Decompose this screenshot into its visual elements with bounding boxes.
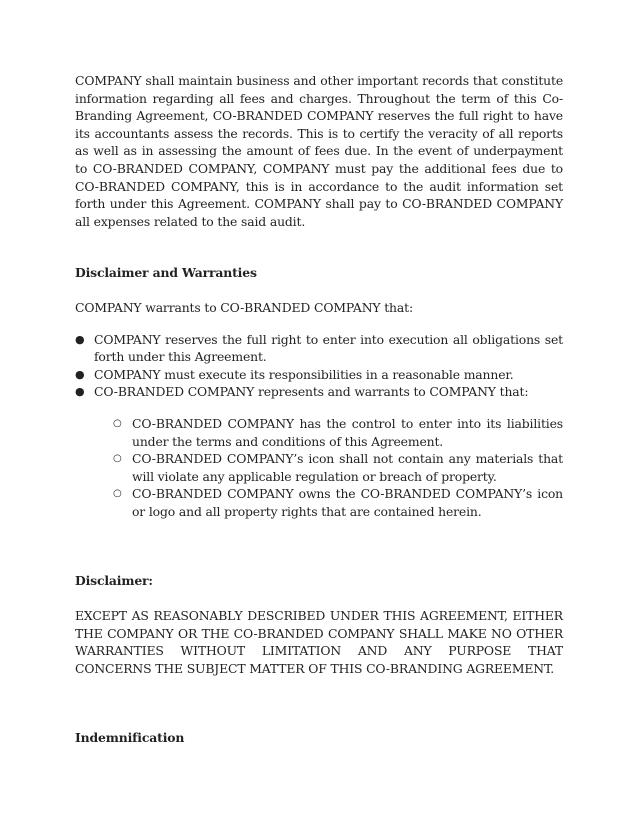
- sub-bullet-marker: ○: [113, 488, 122, 500]
- sub-list-item-text: CO-BRANDED COMPANY’s icon shall not contain any materials that will violate any applicable regulation or breach of property.: [132, 451, 563, 484]
- sub-list-item: [113, 450, 563, 485]
- sub-list-item-text: CO-BRANDED COMPANY owns the CO-BRANDED COMPANY’s icon or logo and all property rights that are contained herein.: [132, 486, 563, 519]
- indemnification-heading: Indemnification: [75, 730, 185, 746]
- disclaimer-paragraph: EXCEPT AS REASONABLY DESCRIBED UNDER THIS AGREEMENT, EITHER THE COMPANY OR THE CO-BRANDED COMPANY SHALL MAKE NO OTHER WARRANTIES WITHOUT LIMITATION AND ANY PURPOSE THAT CONCERNS THE SUBJECT MATTER OF THIS CO-BRANDING AGREEMENT.: [75, 608, 563, 676]
- list-item-text: CO-BRANDED COMPANY represents and warrants to COMPANY that:: [94, 384, 529, 400]
- list-item: [75, 383, 563, 520]
- document-page: [75, 72, 563, 747]
- sub-bullet-list: [94, 415, 563, 521]
- sub-list-item-text: CO-BRANDED COMPANY has the control to enter into its liabilities under the terms and conditions of this Agreement.: [132, 415, 563, 449]
- warrants-intro-paragraph: COMPANY warrants to CO-BRANDED COMPANY that:: [75, 299, 413, 315]
- disclaimer-heading: Disclaimer:: [75, 573, 153, 589]
- records-paragraph: COMPANY shall maintain business and other important records that constitute information regarding all fees and charges. Throughout the term of this Co-Branding Agreement, CO-BRANDED COMPANY reserves the full right to have its accountants assess the records. This is to certify the veracity of all reports as well as in assessing the amount of fees due. In the event of underpayment to CO-BRANDED COMPANY, COMPANY must pay the additional fees due to CO-BRANDED COMPANY, this is in accordance to the audit information set forth under this Agreement. COMPANY shall pay to CO-BRANDED COMPANY all expenses related to the said audit.: [75, 73, 563, 229]
- bullet-marker: ●: [75, 367, 85, 381]
- sub-bullet-marker: ○: [113, 453, 122, 465]
- sub-bullet-marker: ○: [113, 417, 122, 429]
- disclaimer-warranties-heading: Disclaimer and Warranties: [75, 265, 257, 281]
- list-item: [75, 366, 563, 384]
- warranty-bullet-list: [75, 331, 563, 521]
- sub-list-item: [113, 415, 563, 450]
- sub-list-item: [113, 485, 563, 520]
- bullet-marker: ●: [75, 332, 85, 346]
- bullet-marker: ●: [75, 385, 85, 399]
- list-item: [75, 331, 563, 366]
- list-item-text: COMPANY must execute its responsibilities in a reasonable manner.: [94, 366, 514, 382]
- list-item-text: COMPANY reserves the full right to enter into execution all obligations set forth under this Agreement.: [94, 331, 563, 365]
